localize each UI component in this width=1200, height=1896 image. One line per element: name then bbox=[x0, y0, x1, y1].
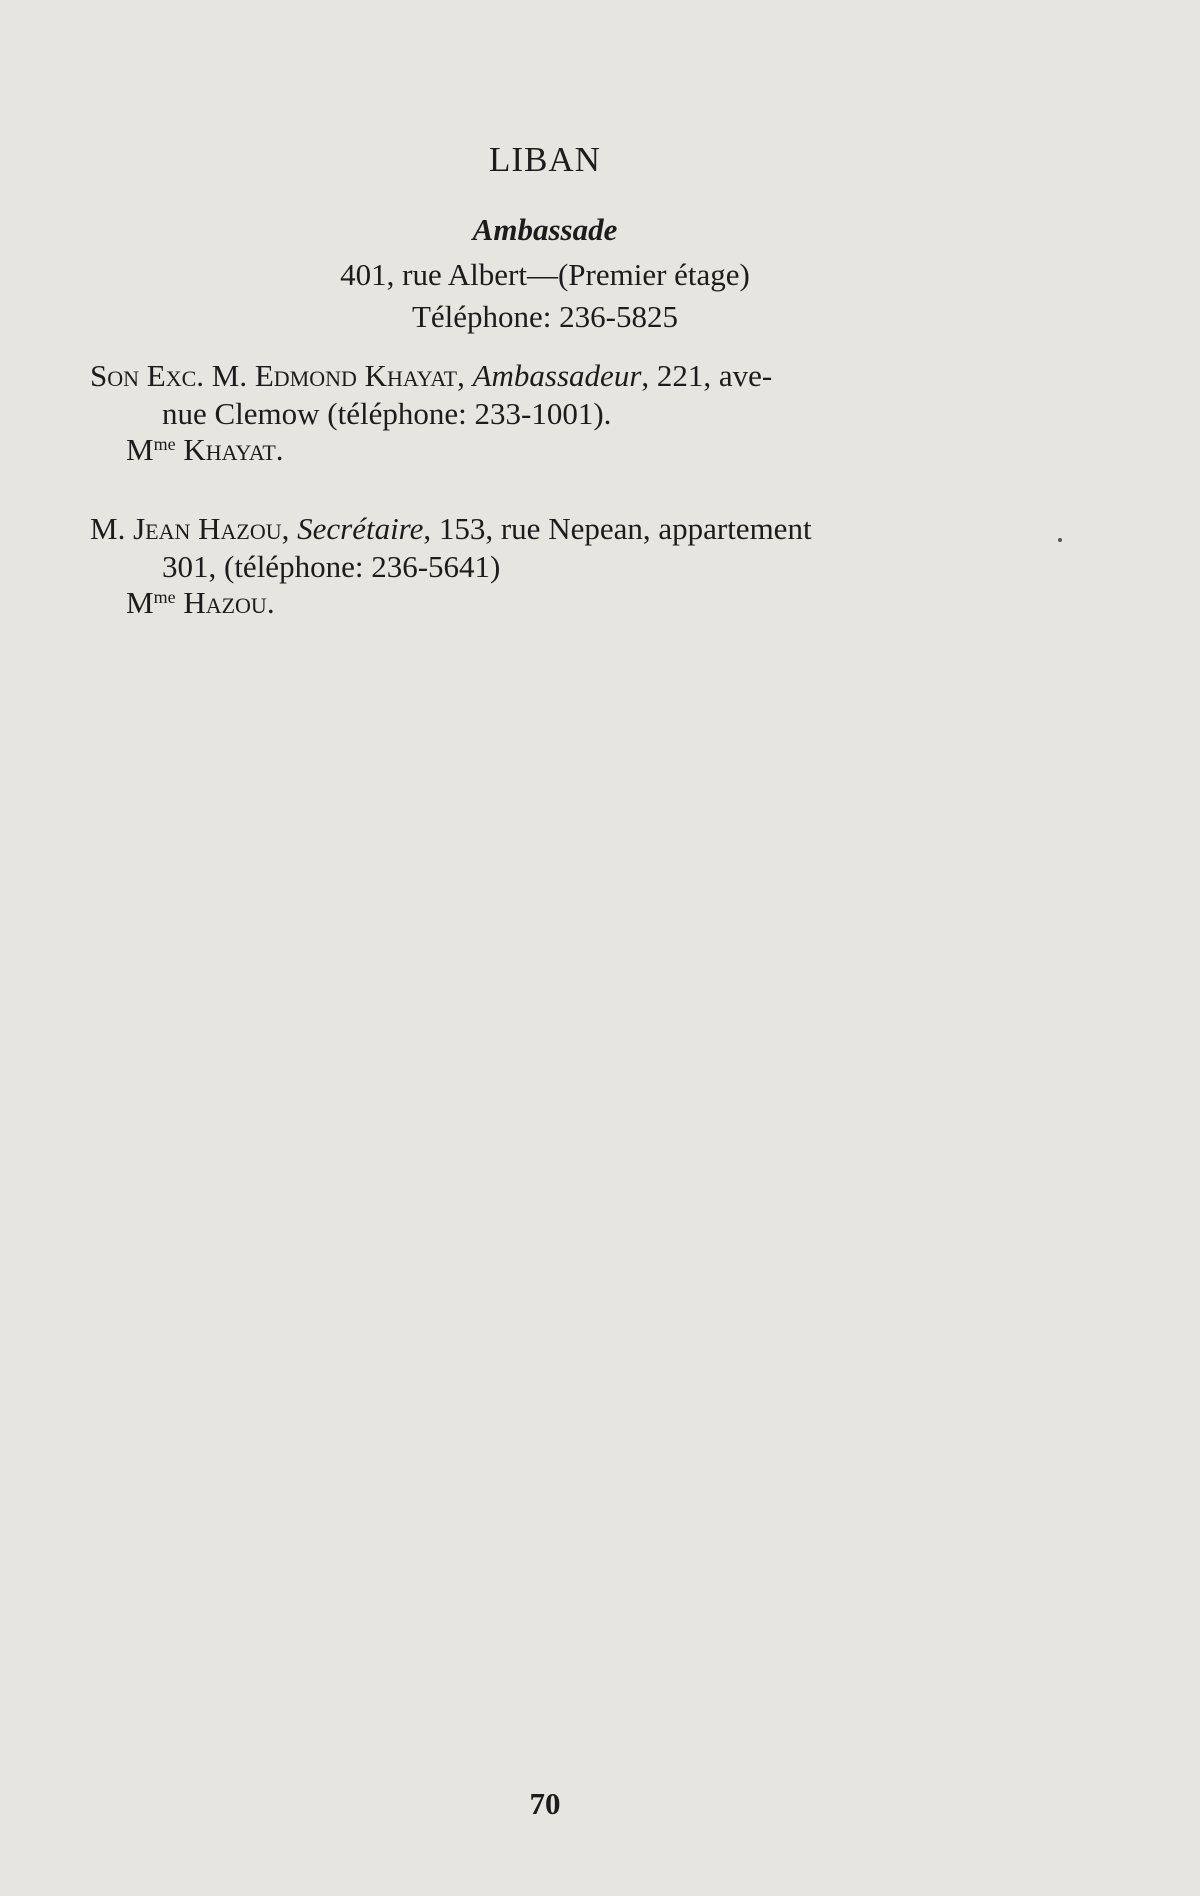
page-number: 70 bbox=[529, 1786, 561, 1821]
secretary-address-line2: 301, (téléphone: 236-5641) bbox=[162, 549, 501, 584]
ambassador-entry bbox=[90, 357, 1005, 433]
secretary-name: Jean Hazou bbox=[133, 511, 282, 546]
wife-title-sup: me bbox=[153, 587, 176, 607]
secretary-prefix: M. bbox=[90, 511, 134, 546]
wife-name: Khayat. bbox=[175, 432, 284, 467]
embassy-address: 401, rue Albert—(Premier étage) bbox=[340, 257, 750, 292]
country-heading: LIBAN bbox=[489, 140, 601, 179]
secretary-entry bbox=[90, 510, 1005, 586]
embassy-telephone: Téléphone: 236-5825 bbox=[411, 299, 678, 334]
wife-title-sup: me bbox=[153, 434, 176, 454]
separator: , bbox=[457, 358, 473, 393]
ambassador-wife bbox=[126, 432, 284, 468]
secretary-wife bbox=[126, 585, 275, 621]
ambassador-address-line2: nue Clemow (téléphone: 233-1001). bbox=[162, 396, 612, 431]
secretary-address-line1: , 153, rue Nepean, appartement bbox=[423, 511, 812, 546]
ambassador-name: Edmond Khayat bbox=[254, 358, 458, 393]
ambassador-prefix: Son Exc. M. bbox=[90, 358, 255, 393]
ambassador-role: Ambassadeur bbox=[472, 358, 642, 393]
wife-title: M bbox=[126, 432, 154, 467]
secretary-role: Secrétaire bbox=[297, 511, 424, 546]
ink-speck bbox=[1058, 538, 1062, 542]
wife-name: Hazou. bbox=[175, 585, 275, 620]
ambassador-address-line1: , 221, ave- bbox=[641, 358, 773, 393]
wife-title: M bbox=[126, 585, 154, 620]
section-heading: Ambassade bbox=[472, 212, 618, 247]
separator: , bbox=[281, 511, 298, 546]
